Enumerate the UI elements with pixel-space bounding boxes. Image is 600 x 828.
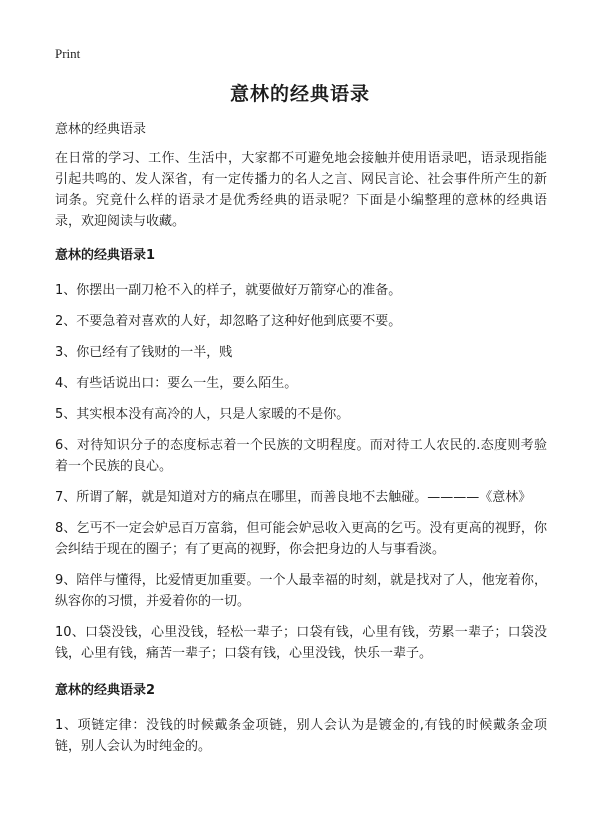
quote-item: 3、你已经有了钱财的一半，贱	[55, 345, 233, 360]
page-title: 意林的经典语录	[229, 83, 370, 105]
quote-item: 6、对待知识分子的态度标志着一个民族的文明程度。而对待工人农民的.态度则考验着一个民族的良心。	[55, 438, 547, 474]
article-subtitle: 意林的经典语录	[55, 122, 147, 137]
print-link[interactable]: Print	[55, 46, 81, 61]
intro-paragraph: 在日常的学习、工作、生活中，大家都不可避免地会接触并使用语录吧，语录现指能引起共鸣的、发人深省，有一定传播力的名人之言、网民言论、社会事件所产生的新词条。究竟什么样的语录才是优秀经典的语录呢？下面是小编整理的意林的经典语录，欢迎阅读与收藏。	[55, 151, 547, 229]
section-heading: 意林的经典语录1	[55, 248, 156, 263]
quote-item: 7、所谓了解，就是知道对方的痛点在哪里，而善良地不去触碰。————《意林》	[55, 490, 532, 505]
section-heading: 意林的经典语录2	[55, 683, 156, 698]
quote-item: 8、乞丐不一定会妒忌百万富翁，但可能会妒忌收入更高的乞丐。没有更高的视野，你会纠结于现在的圈子；有了更高的视野，你会把身边的人与事看淡。	[55, 521, 547, 557]
quote-item: 2、不要急着对喜欢的人好，却忽略了这种好他到底要不要。	[55, 314, 402, 329]
quote-item: 5、其实根本没有高冷的人，只是人家暖的不是你。	[55, 407, 350, 422]
quote-item: 1、项链定律：没钱的时候戴条金项链，别人会认为是镀金的,有钱的时候戴条金项链，别人会认为时纯金的。	[55, 718, 547, 754]
quote-item: 10、口袋没钱，心里没钱，轻松一辈子；口袋有钱，心里有钱，劳累一辈子；口袋没钱，心里有钱，痛苦一辈子；口袋有钱，心里没钱，快乐一辈子。	[55, 625, 547, 661]
quote-item: 1、你摆出一副刀枪不入的样子，就要做好万箭穿心的准备。	[55, 283, 402, 298]
quote-item: 4、有些话说出口：要么一生，要么陌生。	[55, 376, 298, 391]
quote-item: 9、陪伴与懂得，比爱情更加重要。一个人最幸福的时刻，就是找对了人，他宠着你，纵容你的习惯，并爱着你的一切。	[55, 573, 547, 609]
article-body	[55, 119, 547, 767]
